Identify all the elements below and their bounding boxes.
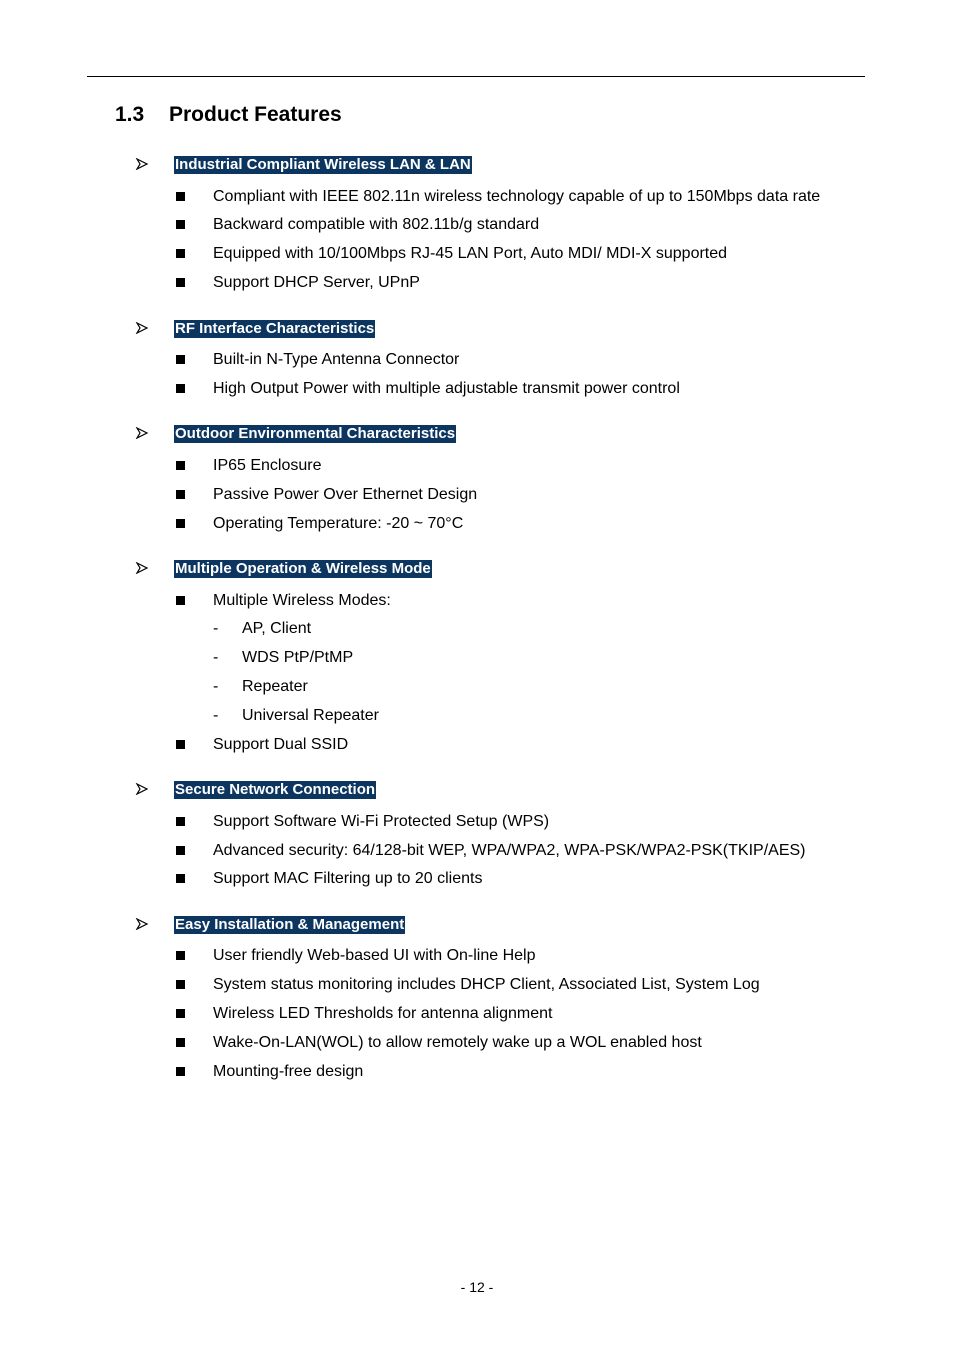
square-bullet-icon (176, 249, 185, 258)
square-bullet-icon (176, 1067, 185, 1076)
list-item: Backward compatible with 802.11b/g standard (213, 216, 540, 233)
list-item: Multiple Wireless Modes: (213, 592, 391, 609)
header-rule (87, 76, 865, 77)
list-item: Support DHCP Server, UPnP (213, 274, 420, 291)
list-item: Mounting-free design (213, 1063, 364, 1080)
square-bullet-icon (176, 980, 185, 989)
dash-marker: - (213, 678, 219, 695)
square-bullet-icon (176, 490, 185, 499)
sub-list-item: AP, Client (242, 620, 312, 637)
arrow-bullet-icon (135, 322, 149, 334)
arrow-bullet-icon (135, 427, 149, 439)
square-bullet-icon (176, 817, 185, 826)
list-item: IP65 Enclosure (213, 457, 322, 474)
arrow-bullet-icon (135, 158, 149, 170)
page-title (115, 103, 342, 127)
list-item: Advanced security: 64/128-bit WEP, WPA/WPA2, WPA-PSK/WPA2-PSK(TKIP/AES) (213, 842, 806, 859)
dash-marker: - (213, 649, 219, 666)
arrow-bullet-icon (135, 918, 149, 930)
square-bullet-icon (176, 596, 185, 605)
square-bullet-icon (176, 278, 185, 287)
list-item: Support Dual SSID (213, 736, 349, 753)
list-item: Wireless LED Thresholds for antenna alignment (213, 1005, 553, 1022)
sub-list-item: Repeater (242, 678, 308, 695)
square-bullet-icon (176, 740, 185, 749)
square-bullet-icon (176, 355, 185, 364)
dash-marker: - (213, 620, 219, 637)
square-bullet-icon (176, 874, 185, 883)
dash-marker: - (213, 707, 219, 724)
square-bullet-icon (176, 1009, 185, 1018)
list-item: Equipped with 10/100Mbps RJ-45 LAN Port, Auto MDI/ MDI-X supported (213, 245, 728, 262)
list-item: Operating Temperature: -20 ~ 70°C (213, 515, 464, 532)
list-item: Built-in N-Type Antenna Connector (213, 351, 460, 368)
list-item: Compliant with IEEE 802.11n wireless technology capable of up to 150Mbps data rate (213, 188, 821, 205)
section-heading: Product Features (169, 103, 342, 126)
square-bullet-icon (176, 951, 185, 960)
square-bullet-icon (176, 1038, 185, 1047)
section-number: 1.3 (115, 103, 145, 126)
sub-list-item: Universal Repeater (242, 707, 379, 724)
section-title-outdoor: Outdoor Environmental Characteristics (175, 425, 456, 442)
list-item: High Output Power with multiple adjustable transmit power control (213, 380, 680, 397)
page-number: - 12 - (460, 1279, 494, 1295)
list-item: Support MAC Filtering up to 20 clients (213, 870, 483, 887)
list-item: Passive Power Over Ethernet Design (213, 486, 478, 503)
section-title-operation: Multiple Operation & Wireless Mode (175, 560, 431, 577)
section-title-installation: Easy Installation & Management (175, 916, 405, 933)
square-bullet-icon (176, 519, 185, 528)
section-title-secure: Secure Network Connection (175, 781, 376, 798)
square-bullet-icon (176, 384, 185, 393)
square-bullet-icon (176, 192, 185, 201)
square-bullet-icon (176, 461, 185, 470)
list-item: Support Software Wi-Fi Protected Setup (WPS) (213, 813, 550, 830)
list-item: Wake-On-LAN(WOL) to allow remotely wake up a WOL enabled host (213, 1034, 702, 1051)
section-title-industrial: Industrial Compliant Wireless LAN & LAN (175, 156, 471, 173)
arrow-bullet-icon (135, 783, 149, 795)
list-item: System status monitoring includes DHCP Client, Associated List, System Log (213, 976, 760, 993)
sub-list-item: WDS PtP/PtMP (242, 649, 354, 666)
square-bullet-icon (176, 220, 185, 229)
square-bullet-icon (176, 846, 185, 855)
arrow-bullet-icon (135, 562, 149, 574)
list-item: User friendly Web-based UI with On-line Help (213, 947, 536, 964)
section-title-rf: RF Interface Characteristics (175, 320, 375, 337)
